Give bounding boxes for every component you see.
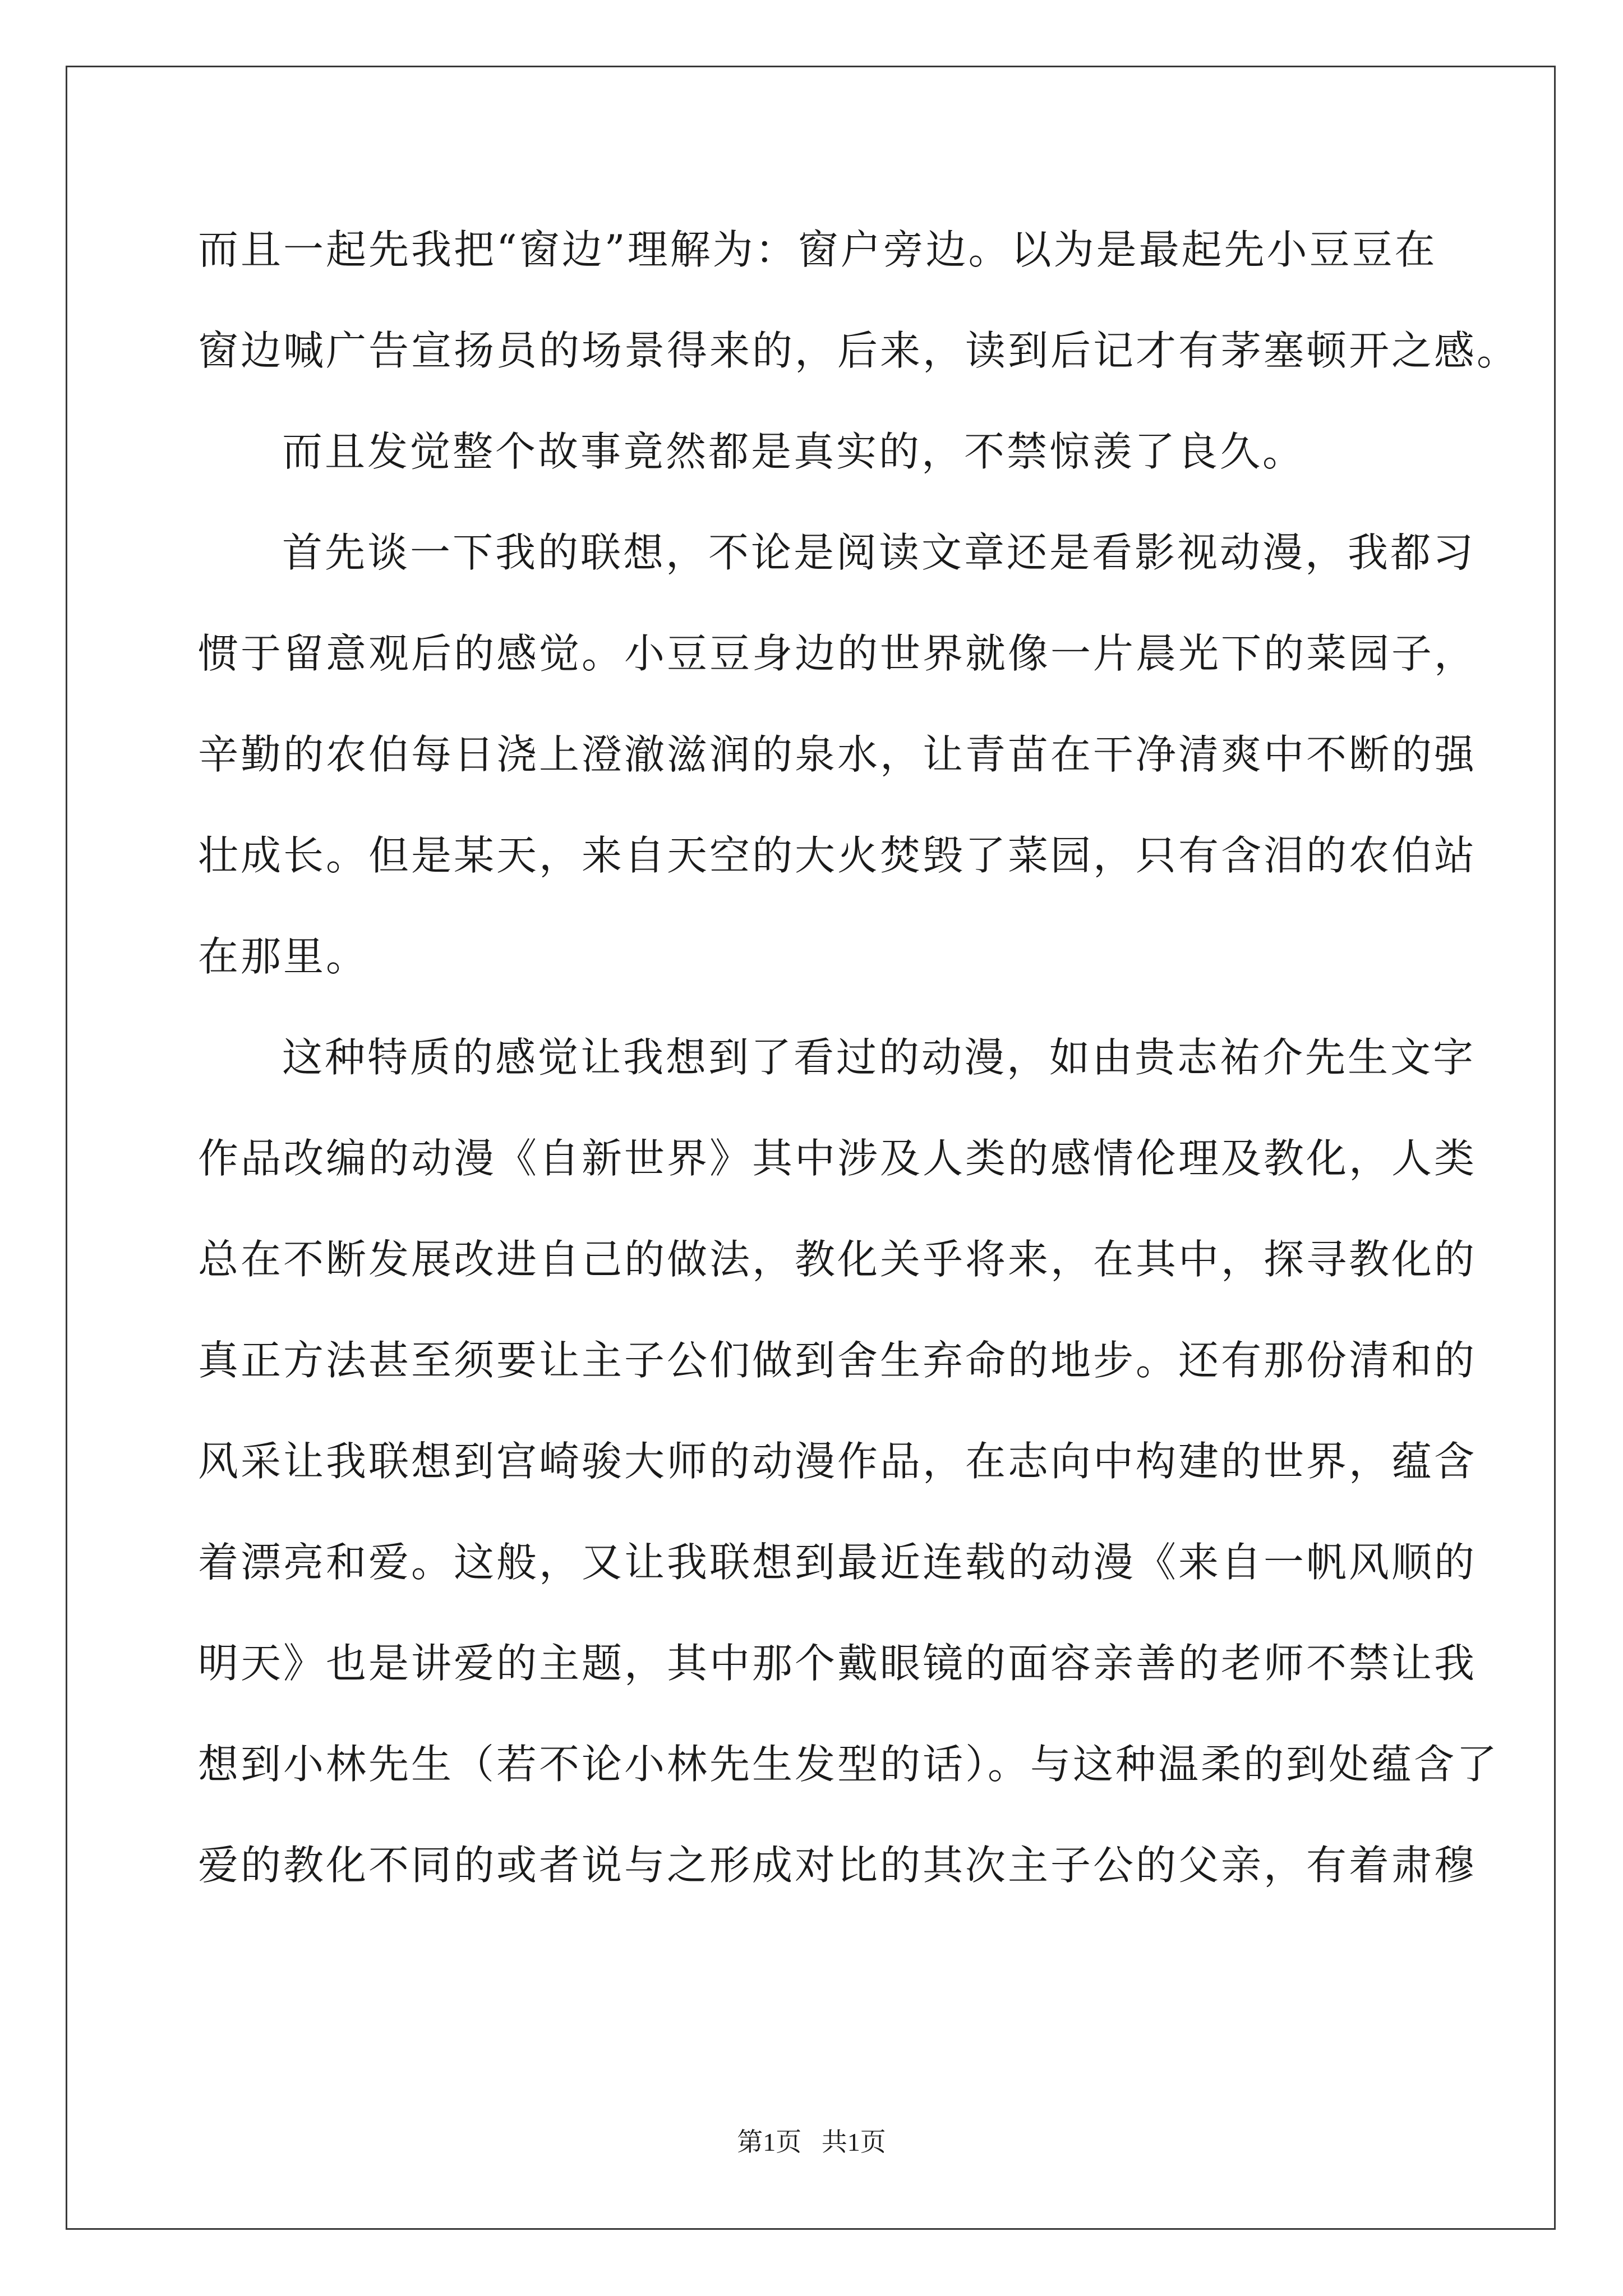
page-number: 第1页 [737, 2128, 802, 2156]
text-line: 窗边喊广告宣扬员的场景得来的，后来，读到后记才有茅塞顿开之感。 [198, 327, 1520, 374]
text-line: 风采让我联想到宫崎骏大师的动漫作品，在志向中构建的世界，蕴含 [198, 1438, 1477, 1485]
page-footer [0, 2122, 1623, 2159]
text-line: 这种特质的感觉让我想到了看过的动漫，如由贵志祐介先生文字 [282, 1034, 1476, 1081]
text-line: 明天》也是讲爱的主题，其中那个戴眼镜的面容亲善的老师不禁让我 [198, 1640, 1477, 1687]
text-line: 想到小林先生（若不论小林先生发型的话）。与这种温柔的到处蕴含了 [198, 1741, 1500, 1788]
page-total: 共1页 [821, 2128, 886, 2156]
text-line: 作品改编的动漫《自新世界》其中涉及人类的感情伦理及教化，人类 [198, 1135, 1477, 1182]
text-line: 惯于留意观后的感觉。小豆豆身边的世界就像一片晨光下的菜园子， [198, 630, 1477, 677]
text-line: 着漂亮和爱。这般，又让我联想到最近连载的动漫《来自一帆风顺的 [198, 1539, 1477, 1586]
text-line: 爱的教化不同的或者说与之形成对比的其次主子公的父亲，有着肃穆 [198, 1842, 1477, 1889]
text-line: 真正方法甚至须要让主子公们做到舍生弃命的地步。还有那份清和的 [198, 1337, 1477, 1384]
text-line: 在那里。 [198, 933, 369, 980]
document-body [198, 208, 1520, 1924]
text-line: 辛勤的农伯每日浇上澄澈滋润的泉水，让青苗在干净清爽中不断的强 [198, 731, 1477, 778]
text-line: 而且一起先我把“窗边”理解为：窗户旁边。以为是最起先小豆豆在 [198, 226, 1437, 273]
text-line: 而且发觉整个故事竟然都是真实的，不禁惊羡了良久。 [282, 428, 1306, 475]
text-line: 首先谈一下我的联想，不论是阅读文章还是看影视动漫，我都习 [282, 529, 1476, 576]
text-line: 壮成长。但是某天，来自天空的大火焚毁了菜园，只有含泪的农伯站 [198, 832, 1477, 879]
text-line: 总在不断发展改进自己的做法，教化关乎将来，在其中，探寻教化的 [198, 1236, 1477, 1283]
